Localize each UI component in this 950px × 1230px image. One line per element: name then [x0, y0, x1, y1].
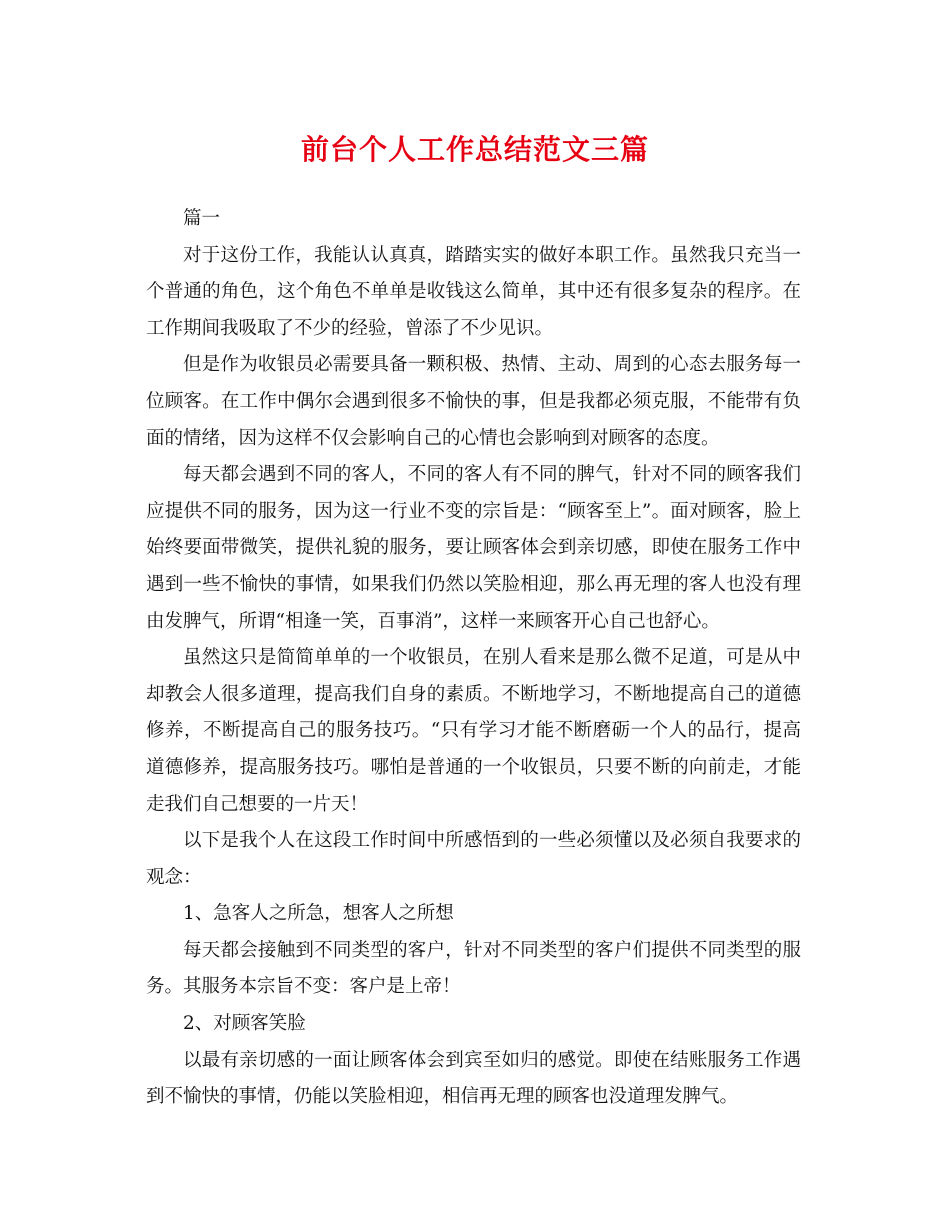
paragraph: 对于这份工作，我能认认真真，踏踏实实的做好本职工作。虽然我只充当一个普通的角色，这个角色不单单是收钱这么简单，其中还有很多复杂的程序。在工作期间我吸取了不少的经验，曾添了不少见识。 [146, 244, 801, 339]
paragraph: 以下是我个人在这段工作时间中所感悟到的一些必须懂以及必须自我要求的观念： [146, 830, 801, 888]
paragraph: 每天都会遇到不同的客人，不同的客人有不同的脾气，针对不同的顾客我们应提供不同的服务，因为这一行业不变的宗旨是：“顾客至上”。面对顾客，脸上始终要面带微笑，提供礼貌的服务，要让顾客体会到亲切感，即使在服务工作中遇到一些不愉快的事情，如果我们仍然以笑脸相迎，那么再无理的客人也没有理由发脾气，所谓“相逢一笑，百事消”，这样一来顾客开心自己也舒心。 [146, 464, 801, 632]
paragraph: 以最有亲切感的一面让顾客体会到宾至如归的感觉。即使在结账服务工作遇到不愉快的事情，仍能以笑脸相迎，相信再无理的顾客也没道理发脾气。 [146, 1049, 801, 1108]
section-heading: 篇一 [183, 208, 221, 229]
paragraph: 虽然这只是简简单单的一个收银员，在别人看来是那么微不足道，可是从中却教会人很多道理，提高我们自身的素质。不断地学习，不断地提高自己的道德修养，不断提高自己的服务技巧。“只有学习才能不断磨砺一个人的品行，提高道德修养，提高服务技巧。哪怕是普通的一个收银员，只要不断的向前走，才能走我们自己想要的一片天！ [146, 647, 801, 815]
document-body [146, 201, 801, 1116]
paragraph: 每天都会接触到不同类型的客户，针对不同类型的客户们提供不同类型的服务。其服务本宗旨不变：客户是上帝！ [146, 939, 801, 998]
list-item-heading: 2、对顾客笑脸 [183, 1013, 306, 1035]
list-item-heading: 1、急客人之所急，想客人之所想 [183, 903, 454, 925]
paragraph: 但是作为收银员必需要具备一颗积极、热情、主动、周到的心态去服务每一位顾客。在工作中偶尔会遇到很多不愉快的事，但是我都必须克服，不能带有负面的情绪，因为这样不仅会影响自己的心情也会影响到对顾客的态度。 [146, 354, 801, 449]
document-title: 前台个人工作总结范文三篇 [300, 133, 649, 166]
